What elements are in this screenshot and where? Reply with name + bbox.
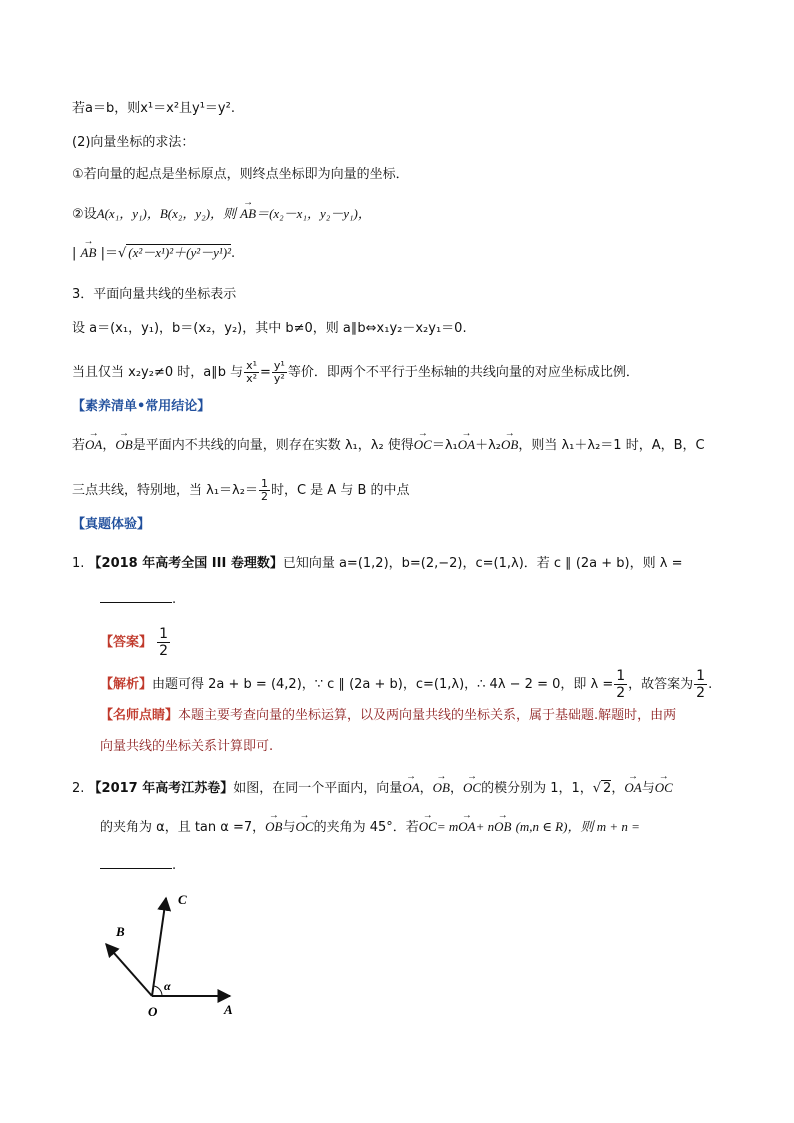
section-3-line-2 bbox=[72, 360, 639, 385]
q1-analysis bbox=[100, 668, 712, 701]
question-2-line-1: 2. 【2017 年高考江苏卷】如图，在同一个平面内，向量→ OA，→ OB，→ OC的模分别为 1，1，√ 2，→ OA与→ OC bbox=[72, 779, 673, 798]
q1-source-tag: 【2018 年高考全国 III 卷理数】 bbox=[88, 556, 283, 571]
q2-sqrt-two: 2 bbox=[603, 781, 612, 796]
q1-comment-label: 【名师点睛】 bbox=[100, 708, 179, 723]
q2-vector-oc-4: → OC bbox=[419, 818, 437, 836]
q2-answer-blank[interactable] bbox=[100, 856, 172, 869]
lit2-post: 时，C 是 A 与 B 的中点 bbox=[270, 483, 410, 498]
figure-label-alpha: α bbox=[164, 979, 171, 993]
rule-item-2-prefix: ②设 bbox=[72, 207, 97, 222]
q2-vector-oc-2: → OC bbox=[655, 779, 673, 797]
q1-answer-num: 1 bbox=[159, 626, 169, 642]
figure-label-c: C bbox=[178, 892, 187, 907]
q1-analysis-fraction-2 bbox=[694, 668, 707, 701]
q1-analysis-num-2: 1 bbox=[696, 668, 706, 684]
fraction-half-num: 1 bbox=[260, 477, 268, 490]
equivalence-pre: 当且仅当 x₂y₂≠0 时，a∥b 与 bbox=[72, 365, 244, 380]
q2-l2-mid1: 与 bbox=[282, 820, 296, 835]
vector-ob: → OB bbox=[115, 436, 132, 454]
question-1 bbox=[72, 555, 682, 573]
vector-ab: → AB bbox=[240, 205, 256, 223]
q1-analysis-fraction bbox=[614, 668, 627, 701]
q2-vector-oc-3: → OC bbox=[296, 818, 314, 836]
rule-item-1-text: ①若向量的起点是坐标原点，则终点坐标即为向量的坐标． bbox=[72, 167, 409, 182]
question-2-line-2 bbox=[100, 818, 640, 837]
lit-mid: 是平面内不共线的向量，则存在实数 λ₁，λ₂ 使得 bbox=[132, 438, 414, 453]
fraction-y-num: y¹ bbox=[273, 359, 285, 372]
q1-answer-label: 【答案】 bbox=[100, 635, 153, 650]
q1-stem: 已知向量 a=(1,2)，b=(2,−2)，c=(1,λ)．若 c ∥ (2a + b)，则 λ = bbox=[282, 556, 683, 571]
point-a: A(x₁，y₁)， bbox=[96, 206, 160, 221]
q1-analysis-pre: 由题可得 2a + b = (4,2)，∵ c ∥ (2a + b)，c=(1,λ)，∴ 4λ − 2 = 0，即 λ = bbox=[152, 677, 614, 692]
q2-l2-pre: 的夹角为 α，且 tan α =7， bbox=[100, 820, 266, 835]
lit-eq: ＝λ₁ bbox=[431, 438, 458, 453]
vector-ob-arrow bbox=[106, 944, 152, 996]
q1-answer-fraction bbox=[157, 626, 170, 659]
equivalence-post: 等价．即两个不平行于坐标轴的共线向量的对应坐标成比例． bbox=[287, 365, 639, 380]
real-exam-heading-text: 【真题体验】 bbox=[72, 517, 151, 532]
q1-analysis-den-2: 2 bbox=[696, 685, 706, 701]
q1-answer-blank[interactable] bbox=[100, 590, 172, 603]
intro-equality-line bbox=[72, 100, 235, 118]
figure-label-o: O bbox=[148, 1004, 158, 1019]
q1-analysis-den: 2 bbox=[616, 685, 626, 701]
q1-answer-den: 2 bbox=[159, 643, 169, 659]
fraction-y bbox=[272, 360, 287, 385]
q2-l1-pre: 如图，在同一个平面内，向量 bbox=[233, 781, 403, 796]
q2-l2-cond: (m,n ∈ R)，则 m + n = bbox=[515, 819, 640, 834]
vector-ab-coords: ＝(x₂－x₁，y₂－y₁)， bbox=[256, 206, 371, 221]
fraction-x-num: x¹ bbox=[246, 359, 258, 372]
section-2-heading bbox=[72, 134, 194, 152]
literacy-heading bbox=[72, 398, 210, 416]
vector-ob-2: → OB bbox=[501, 436, 518, 454]
fraction-half bbox=[259, 478, 270, 503]
vector-oa-2: → OA bbox=[458, 436, 475, 454]
collinear-condition-text: 设 a＝(x₁，y₁)，b＝(x₂，y₂)，其中 b≠0，则 a∥b⇔x₁y₂－x₂y₁＝0. bbox=[72, 321, 467, 336]
q1-analysis-end: . bbox=[708, 677, 713, 692]
equality-text: 若a＝b，则x¹＝x²且y¹＝y². bbox=[72, 101, 235, 116]
q2-l2-eq: = m bbox=[436, 819, 459, 834]
angle-alpha-arc bbox=[154, 986, 162, 996]
q1-analysis-num: 1 bbox=[616, 668, 626, 684]
section-2-heading-text: (2)向量坐标的求法： bbox=[72, 135, 195, 150]
q2-answer-blank-line bbox=[100, 856, 176, 875]
q1-answer-blank-line bbox=[100, 590, 176, 609]
point-b: B(x₂，y₂)，则 bbox=[159, 206, 237, 221]
literacy-line-2 bbox=[72, 478, 410, 503]
q2-vector-oa-2: → OA bbox=[624, 779, 641, 797]
q2-number: 2. bbox=[72, 781, 85, 796]
vector-oa: → OA bbox=[85, 436, 102, 454]
fraction-y-den: y² bbox=[273, 372, 285, 385]
rule-item-2 bbox=[72, 205, 371, 224]
abs-right: |＝ bbox=[100, 246, 118, 261]
q2-l1-with: 与 bbox=[641, 781, 655, 796]
section-3-heading-text: 3．平面向量共线的坐标表示 bbox=[72, 287, 237, 302]
q1-comment-1 bbox=[100, 707, 676, 725]
figure-label-a: A bbox=[224, 1002, 233, 1017]
q1-answer bbox=[100, 626, 171, 659]
q2-vector-ob-2: → OB bbox=[265, 818, 282, 836]
q1-analysis-label: 【解析】 bbox=[100, 677, 153, 692]
lit-plus: ＋λ₂ bbox=[475, 438, 502, 453]
q2-l1-mid: 的模分别为 1，1， bbox=[481, 781, 593, 796]
sqrt-body: (x²－x¹)²＋(y²－y¹)² bbox=[128, 245, 232, 260]
section-3-heading bbox=[72, 286, 236, 304]
vector-oc: → OC bbox=[414, 436, 432, 454]
abs-left: | bbox=[72, 246, 77, 261]
literacy-heading-text: 【素养清单•常用结论】 bbox=[72, 399, 211, 414]
lit2-pre: 三点共线，特别地，当 λ₁＝λ₂＝ bbox=[72, 483, 258, 498]
section-3-line-1 bbox=[72, 320, 467, 338]
q1-comment-text-2: 向量共线的坐标关系计算即可. bbox=[100, 739, 274, 754]
q1-comment-2 bbox=[100, 738, 273, 756]
q2-vector-ob-3: → OB bbox=[494, 818, 511, 836]
q2-l2-plus: + n bbox=[475, 819, 495, 834]
q2-source-tag: 【2017 年高考江苏卷】 bbox=[88, 781, 234, 796]
q2-vector-oc: → OC bbox=[463, 779, 481, 797]
rule-item-1 bbox=[72, 166, 409, 184]
fraction-x-den: x² bbox=[246, 372, 258, 385]
q1-analysis-mid: ，故答案为 bbox=[628, 677, 694, 692]
q2-vector-oa: → OA bbox=[402, 779, 419, 797]
sqrt-icon: √ bbox=[117, 246, 127, 261]
lit-sep: ， bbox=[102, 438, 116, 453]
real-exam-heading bbox=[72, 516, 150, 534]
q1-comment-text-1: 本题主要考查向量的坐标运算，以及两向量共线的坐标关系，属于基础题.解题时，由两 bbox=[178, 708, 677, 723]
rule-item-3 bbox=[72, 244, 235, 263]
q2-vector-oa-3: → OA bbox=[458, 818, 475, 836]
vector-figure bbox=[90, 886, 290, 1026]
lit-post: ，则当 λ₁＋λ₂＝1 时，A，B，C bbox=[518, 438, 705, 453]
literacy-line-1 bbox=[72, 436, 705, 455]
vector-ab-abs: → AB bbox=[81, 244, 97, 262]
equals-sign: = bbox=[260, 365, 271, 380]
q2-blank-end: . bbox=[172, 858, 177, 873]
q1-number: 1. bbox=[72, 556, 85, 571]
q2-vector-ob: → OB bbox=[433, 779, 450, 797]
period: . bbox=[231, 246, 236, 261]
q2-l2-mid2: 的夹角为 45°．若 bbox=[313, 820, 419, 835]
figure-label-b: B bbox=[116, 924, 125, 939]
sqrt-icon: √ bbox=[592, 781, 602, 796]
fraction-x bbox=[244, 360, 259, 385]
lit-pre: 若 bbox=[72, 438, 86, 453]
q1-blank-end: . bbox=[172, 592, 177, 607]
fraction-half-den: 2 bbox=[260, 490, 268, 503]
